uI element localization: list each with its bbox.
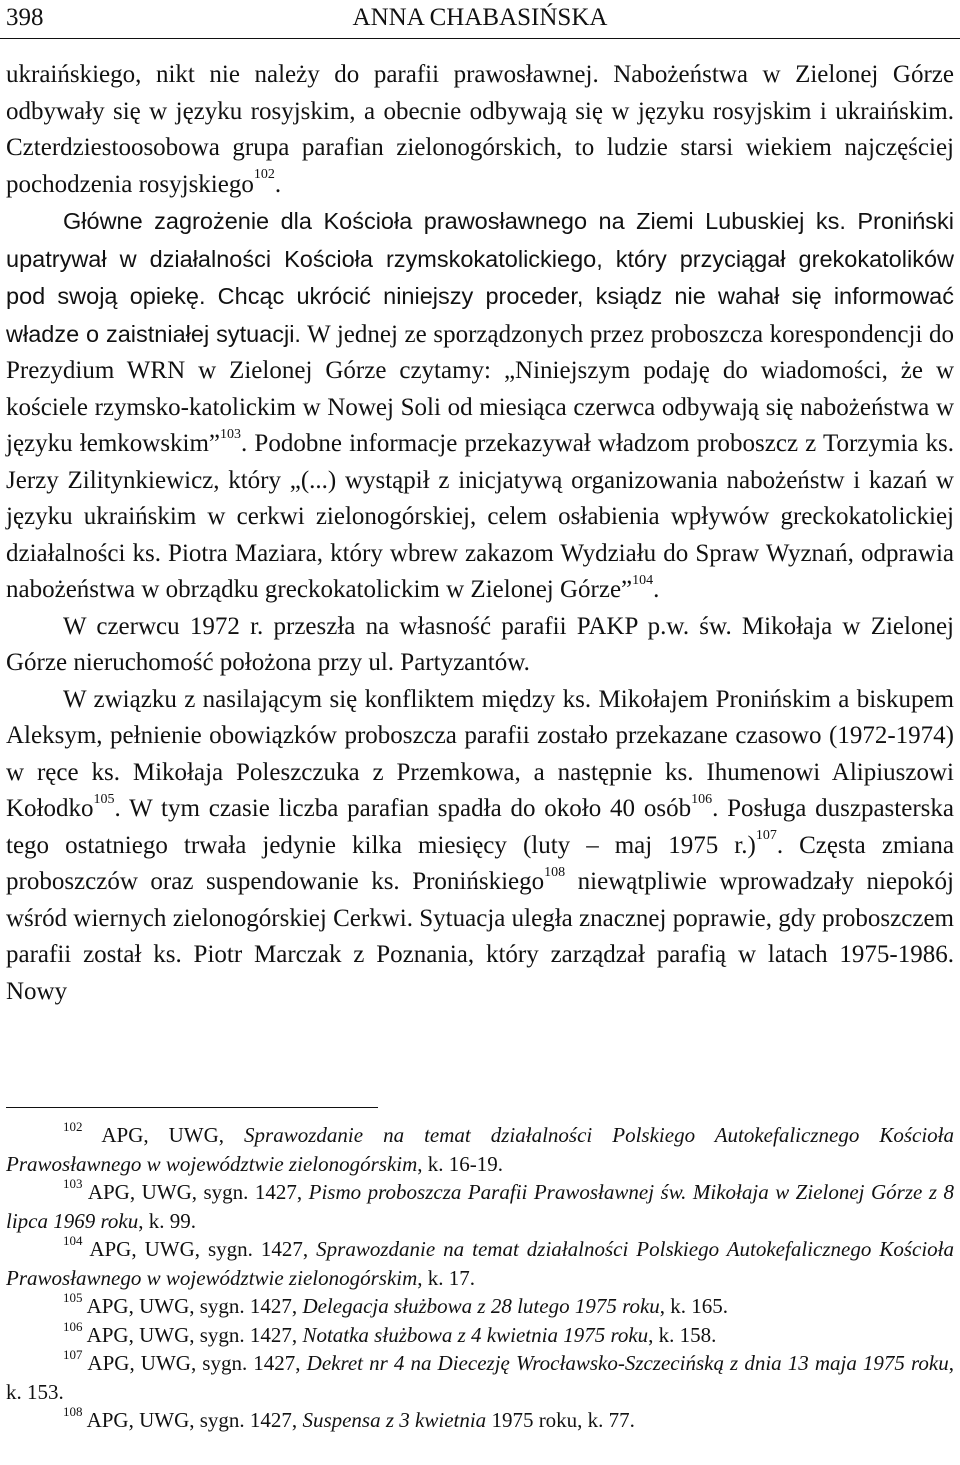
page-number: 398 (6, 4, 44, 31)
footnote-source: APG, UWG, sygn. 1427, (82, 1408, 303, 1432)
p3-text-1: W związku z nasilającym się konfliktem między ks. Mikołajem Pronińskim a biskupem Aleksym, pełnienie obowiązków proboszcza parafii zostało przekazane czasowo (1972-1974) w ręce ks. Mikołaja Poleszczuka z Przemkowa, a następnie ks. Ihumenowi Alipiuszowi Kołodko (6, 685, 954, 822)
footnote-source: APG, UWG, sygn. 1427, (82, 1294, 303, 1318)
footnote-separator (6, 1107, 378, 1108)
footnote-source: APG, UWG, sygn. 1427, (82, 1351, 307, 1375)
paragraph-2: W czerwcu 1972 r. przeszła na własność parafii PAKP p.w. św. Mikołaja w Zielonej Górze nieruchomość położona przy ul. Partyzantów. (6, 612, 954, 676)
footnote-ref-107[interactable]: 107 (755, 828, 777, 844)
footnote-number: 106 (63, 1318, 83, 1334)
footnote-title: Delegacja służbowa z 28 lutego 1975 roku (302, 1294, 660, 1318)
footnote-102 (6, 1121, 954, 1178)
footnote-title: Sprawozdanie na temat działalności Polskiego Autokefalicznego Kościoła Prawosławnego w województwie zielonogórskim (6, 1123, 954, 1176)
footnote-pages: , k. 153. (6, 1351, 954, 1404)
footnote-ref-106[interactable]: 106 (691, 791, 713, 807)
footnote-number: 103 (63, 1176, 83, 1191)
footnote-ref-105[interactable]: 105 (93, 791, 115, 807)
main-text (6, 57, 954, 1010)
footnote-source: APG, UWG, sygn. 1427, (82, 1322, 303, 1347)
footnote-108 (6, 1406, 954, 1435)
footnote-ref-103[interactable]: 103 (220, 426, 242, 442)
p1-text-4: W jednej ze sporządzonych przez proboszcza korespondencji do Prezydium WRN w Zielonej Górze czytamy: „Niniejszym podaję do wiadomości, że w kościele rzymsko-katolickim w Nowej Soli od miesiąca czerwca odbywają się nabożeństwa w języku łemkowskim” (6, 320, 954, 457)
paragraph-1 (6, 57, 954, 609)
footnote-103 (6, 1178, 954, 1235)
footnote-pages: , k. 158. (648, 1322, 717, 1347)
footnote-ref-104[interactable]: 104 (632, 572, 654, 588)
footnote-107 (6, 1349, 954, 1406)
running-header (6, 0, 954, 36)
p1-text-6: . (653, 576, 660, 603)
p3-text-2: . W tym czasie liczba parafian spadła do około 40 osób (114, 795, 692, 822)
footnote-105 (6, 1292, 954, 1321)
footnote-pages: , k. 99. (138, 1208, 196, 1233)
footnote-106 (6, 1318, 954, 1350)
footnote-source: APG, UWG, sygn. 1427, (82, 1180, 309, 1204)
footnote-source: APG, UWG, (82, 1123, 245, 1147)
footnote-pages: , k. 165. (659, 1294, 729, 1318)
p3-text-4: . Częsta zmiana proboszczów oraz suspendowanie ks. Pronińskiego (6, 831, 954, 895)
footnote-ref-108[interactable]: 108 (544, 864, 566, 880)
p1-text-5: . Podobne informacje przekazywał władzom proboszcz z Torzymia ks. Jerzy Zilitynkiewicz, który „(...) wystąpił z inicjatywą organizowania nabożeństw i kazań w języku ukraińskim w cerkwi zielonogórskiej, celem osłabienia wpływów greckokatolickiej działalności ks. Piotra Maziara, który wbrew zakazom Wydziału do Spraw Wyznań, odprawia nabożeństwa w obrządku greckokatolickim w Zielonej Górze” (6, 430, 955, 603)
running-head-author: ANNA CHABASIŃSKA (352, 4, 608, 31)
footnote-number: 105 (63, 1290, 83, 1305)
p1-text-3: Główne zagrożenie dla Kościoła prawosławnego na Ziemi Lubuskiej ks. Proniński upatrywał w działalności Kościoła rzymskokatolickiego, który przyciągał grekokatolików pod swoją opiekę. Chcąc ukrócić niniejszy proceder, ksiądz nie wahał się informować władze o zaistniałej sytuacji. (6, 208, 954, 347)
footnote-title: Suspensa z 3 kwietnia (302, 1408, 487, 1432)
paragraph-3 (6, 682, 954, 1011)
p1-text-2: . (274, 170, 282, 198)
footnote-number: 108 (63, 1404, 83, 1419)
footnote-pages: , k. 17. (417, 1265, 476, 1290)
header-rule (0, 38, 960, 39)
p3-text-3: . Posługa duszpasterska tego ostatniego trwała jedynie kilka miesięcy (luty – maj 1975 r.) (6, 795, 954, 859)
footnote-title: Notatka służbowa z 4 kwietnia 1975 roku (302, 1322, 649, 1347)
p3-text-5: niewątpliwie wprowadzały niepokój wśród wiernych zielonogórskiej Cerkwi. Sytuacja uległa znacznej poprawie, gdy proboszczem parafii został ks. Piotr Marczak z Poznania, który zarządzał parafią w latach 1975-1986. Nowy (6, 868, 954, 1005)
footnotes (6, 1121, 954, 1435)
footnote-number: 107 (63, 1347, 83, 1362)
footnote-title: Pismo proboszcza Parafii Prawosławnej św. Mikołaja w Zielonej Górze z 8 lipca 1969 roku (6, 1180, 954, 1233)
footnote-source: APG, UWG, sygn. 1427, (82, 1237, 317, 1261)
footnote-title: Sprawozdanie na temat działalności Polskiego Autokefalicznego Kościoła Prawosławnego w województwie zielonogórskim (6, 1237, 954, 1290)
footnote-number: 102 (63, 1119, 83, 1134)
p1-text-1: ukraińskiego, nikt nie należy do parafii prawosławnej. Nabożeństwa w Zielonej Górze odbywały się w języku rosyjskim, a obecnie odbywają się w języku rosyjskim i ukraińskim. Czterdziestoosobowa grupa parafian zielonogórskich, to ludzie starsi wiekiem najczęściej pochodzenia rosyjskiego (6, 61, 954, 198)
footnote-number: 104 (63, 1233, 83, 1248)
footnote-pages: 1975 roku, k. 77. (486, 1408, 635, 1432)
footnote-title: Dekret nr 4 na Diecezję Wrocławsko-Szczecińską z dnia 13 maja 1975 roku (306, 1351, 949, 1375)
footnote-ref-102[interactable]: 102 (253, 167, 275, 183)
footnote-104 (6, 1235, 954, 1292)
footnote-pages: , k. 16-19. (417, 1151, 504, 1176)
